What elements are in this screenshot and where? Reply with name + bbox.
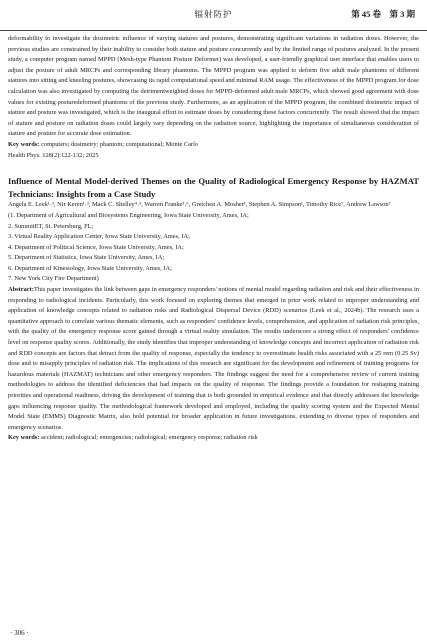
article-title: Influence of Mental Model-derived Themes on the Quality of Radiological Emergency Response by HAZMAT Technicians: Insights from a Case Study [8,176,419,199]
affiliation-line: 7. New York City Fire Department) [8,275,99,283]
abstract-label: Abstract: [8,286,34,294]
article-authors: Angela E. Leek¹˒³, Nir Keren¹˒³, Mack C. Shelley⁴˒⁵, Warren Franke³˒⁶, Gretchen A. Mosher¹, Stephen A. Simpson¹, Timothy Rice⁷, Andrew Lawson⁷ [8,201,391,209]
affiliation-line: 2. SummitET, St. Petersburg, FL; [8,222,94,230]
affiliation-line: 3. Virtual Reality Application Center, Iowa State University, Ames, IA; [8,233,190,241]
issue-label: 第 45 卷 第 3 期 [351,9,415,19]
affiliation-line: 4. Department of Political Science, Iowa State University, Ames, IA; [8,243,184,251]
affiliation-line: (1. Department of Agricultural and Biosystems Engineering, Iowa State University, Ames, IA; [8,211,249,219]
abstract-text: This paper investigates the link between gaps in emergency responders' notions of mental model regarding radiation and risk and their effectiveness in responding to radiological incidents. Particularly, this work focused on exploring themes that emerged in prior work related to improper understanding and application of knowledge concepts related to radiation risks and Radiological Dispersal Device (RDD) scenarios (Leek et al., 2024b). The research uses a quantitative approach to correlate various thematic elements, such as responders' confidence levels, comprehension, and application of radiation risk principles, with the quality of the emergency response score gained through a virtual reality simulation. The results underscore a strong effect of responders' confidence level on response quality scores. Additionally, the study identifies that improper understanding of knowledge concepts and incorrect application of radiation risk and RDD concepts are factors that detract from the quality of response, especially the tendency to overestimate health risks associated with a 25 rem (0.25 Sv) dose and to misapply principles of radiation risk. The implications of this research are significant for the development and refinement of training programs for hazardous materials (HAZMAT) technicians and other emergency responders. The findings suggest the need for a comprehensive review of current training methodologies to address the identified deficiencies that had impacts on the quality of response. The findings provide a foundation for reshaping training priorities and operational readiness, driving the development of training that is both grounded in empirical evidence and that directly addresses the knowledge gaps influencing response quality. The methodological framework developed and employed, including the quality scoring system and the Expected Mental Model State (EMMS) Diagnostic Matrix, also hold potential for broader application in future investigations, extending to diverse types of responders and emergency scenarios. [8,286,419,431]
previous-keywords-text: computers; dosimetry; phantom; computational; Monte Carlo [41,140,199,148]
previous-keywords [8,140,419,151]
affiliation-line: 6. Department of Kinesiology, Iowa State University, Ames, IA; [8,264,172,272]
journal-title: 辐射防护 [194,9,233,19]
previous-abstract-tail: deformability to investigate the dosimetric influence of varying statures and postures, demonstrating significant variations in radiation doses. However, the previous studies are constrained by their inability to consider both stature and posture concurrently and by the limited range of postures analyzed. In the present study, a computer program named MPPD (Mesh-type Phantom Posture Deformer) was developed, a user-friendly graphical user interface that enables users to adjust the posture of adult MRCPs and corresponding library phantoms. The MPPD program was applied to deform five adult male phantoms of different statures into sitting and kneeling postures, showcasing its rapid computational speed and minimal RAM usage. The effectiveness of the MPPD program for dose calculation was also investigated by computing the detrimentweighted doses for MPPD-deformed adult male MRCPs, which showed good agreement with dose values for existing posturedeformed phantoms of the previous study. Furthermore, as an application of the MPPD program, the combined dosimetric impact of stature and posture was investigated, which is the inaugural effort to estimate doses by considering these factors concurrently. The result showed that the impact of stature and posture on radiation doses could largely vary depending on the radiation source, highlighting the importance of simultaneous consideration of stature and posture for accurate dose estimation. [8,35,419,138]
article-keywords [8,433,419,444]
article-keywords-text: accident; radiological; emergencies; radiological; emergency response; radiation risk [41,434,258,442]
page-number: · 306 · [10,629,29,637]
previous-keywords-label: Key words: [8,140,40,148]
affiliation-line: 5. Department of Statistics, Iowa State University, Ames, IA; [8,254,165,262]
affiliations [8,211,419,285]
article-abstract [8,285,419,433]
page-content [8,34,419,444]
previous-citation: Health Phys. 128(2):122-132; 2025 [8,151,99,159]
page-header [0,0,427,31]
article-keywords-label: Key words: [8,434,40,442]
